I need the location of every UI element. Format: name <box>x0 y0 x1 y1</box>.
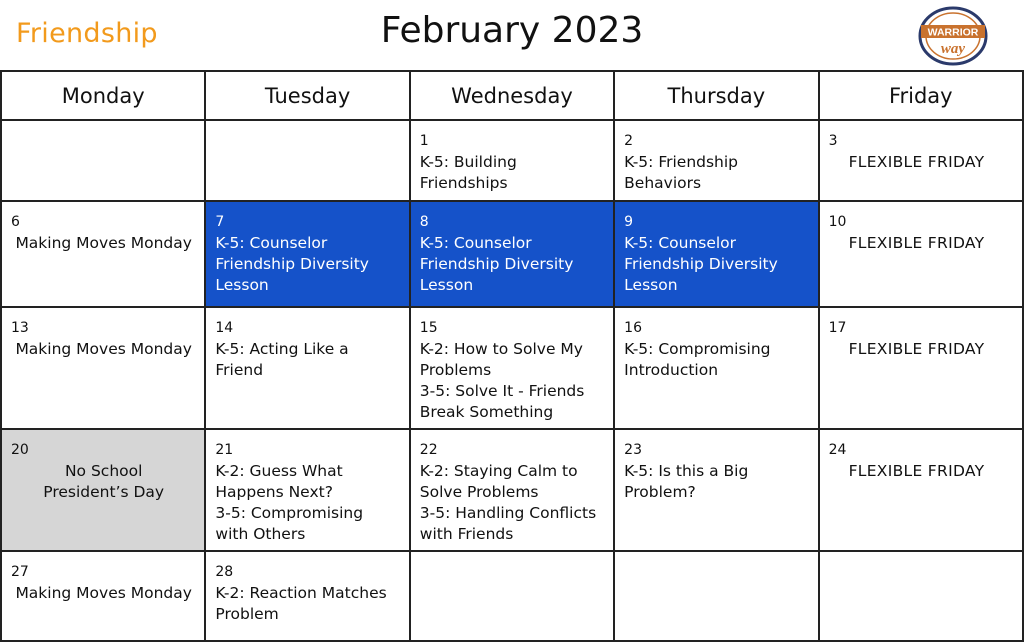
day-cell <box>1 307 205 429</box>
day-cell <box>614 307 818 429</box>
day-cell <box>819 307 1023 429</box>
day-cell-holiday <box>1 429 205 551</box>
day-number: 27 <box>11 564 29 580</box>
week-row <box>1 120 1023 201</box>
calendar-title: February 2023 <box>380 10 644 51</box>
day-cell <box>614 429 818 551</box>
day-cell-highlighted <box>410 201 614 307</box>
day-number: 7 <box>215 214 225 230</box>
day-number: 20 <box>11 442 29 458</box>
day-cell <box>819 429 1023 551</box>
day-number: 23 <box>624 442 642 458</box>
day-cell-highlighted <box>614 201 818 307</box>
day-cell <box>410 429 614 551</box>
day-number: 1 <box>419 133 429 149</box>
day-number: 28 <box>215 564 234 580</box>
weekday-thursday: Thursday <box>614 71 818 120</box>
day-number: 8 <box>419 214 429 230</box>
event-text: No School <box>64 462 143 480</box>
event-text: FLEXIBLE FRIDAY <box>848 234 985 252</box>
day-number: 15 <box>419 320 438 336</box>
day-number: 22 <box>419 442 438 458</box>
event-text: 3-5: Handling Conflicts with Friends <box>419 504 597 543</box>
week-row <box>1 429 1023 551</box>
week-row <box>1 201 1023 307</box>
day-cell <box>205 551 409 641</box>
day-number: 3 <box>828 133 838 149</box>
day-cell-empty <box>614 551 818 641</box>
event-text: K-5: Building Friendships <box>419 153 517 192</box>
weekday-monday: Monday <box>1 71 205 120</box>
day-number: 21 <box>215 442 234 458</box>
calendar-grid <box>0 70 1024 642</box>
day-number: 24 <box>828 442 847 458</box>
weekday-tuesday: Tuesday <box>205 71 409 120</box>
event-text: Making Moves Monday <box>15 340 192 358</box>
day-number: 17 <box>828 320 847 336</box>
day-cell <box>819 120 1023 201</box>
weekday-wednesday: Wednesday <box>410 71 614 120</box>
logo-way-text: way <box>940 41 966 57</box>
day-cell <box>205 429 409 551</box>
event-text: K-5: Counselor Friendship Diversity Lesson <box>624 234 778 294</box>
event-text: K-2: Guess What Happens Next? <box>215 462 343 501</box>
day-number: 2 <box>624 133 634 149</box>
day-number: 14 <box>215 320 234 336</box>
event-text: Making Moves Monday <box>15 584 192 602</box>
logo-warrior-text: WARRIOR <box>927 26 979 39</box>
day-cell <box>205 307 409 429</box>
event-text: FLEXIBLE FRIDAY <box>848 462 985 480</box>
event-text: K-5: Compromising Introduction <box>624 340 771 379</box>
event-text: K-2: Staying Calm to Solve Problems <box>419 462 578 501</box>
weekday-header-row <box>1 71 1023 120</box>
day-cell-highlighted <box>205 201 409 307</box>
week-row <box>1 551 1023 641</box>
warrior-way-logo <box>918 6 988 66</box>
day-cell-empty <box>819 551 1023 641</box>
week-row <box>1 307 1023 429</box>
event-text: FLEXIBLE FRIDAY <box>848 153 985 171</box>
day-number: 16 <box>624 320 642 336</box>
day-cell-empty <box>205 120 409 201</box>
event-text: K-5: Friendship Behaviors <box>624 153 739 192</box>
weekday-friday: Friday <box>819 71 1023 120</box>
event-text: K-5: Is this a Big Problem? <box>624 462 749 501</box>
event-text: K-5: Counselor Friendship Diversity Lesson <box>419 234 574 294</box>
event-text: 3-5: Compromising with Others <box>215 504 364 543</box>
day-cell <box>1 201 205 307</box>
event-text: K-5: Counselor Friendship Diversity Lesson <box>215 234 369 294</box>
day-cell <box>819 201 1023 307</box>
day-number: 9 <box>624 214 634 230</box>
event-text: Making Moves Monday <box>15 234 192 252</box>
day-cell <box>614 120 818 201</box>
day-number: 6 <box>11 214 20 230</box>
day-cell <box>410 120 614 201</box>
day-number: 13 <box>11 320 29 336</box>
day-cell-empty <box>410 551 614 641</box>
event-text: K-2: Reaction Matches Problem <box>215 584 387 623</box>
day-cell <box>1 551 205 641</box>
day-cell-empty <box>1 120 205 201</box>
event-text: 3-5: Solve It - Friends Break Something <box>419 382 585 421</box>
calendar-topic: Friendship <box>16 18 158 49</box>
event-text: President’s Day <box>43 483 165 501</box>
event-text: K-2: How to Solve My Problems <box>419 340 583 379</box>
day-cell <box>410 307 614 429</box>
day-number: 10 <box>828 214 847 230</box>
event-text: K-5: Acting Like a Friend <box>215 340 349 379</box>
event-text: FLEXIBLE FRIDAY <box>848 340 985 358</box>
